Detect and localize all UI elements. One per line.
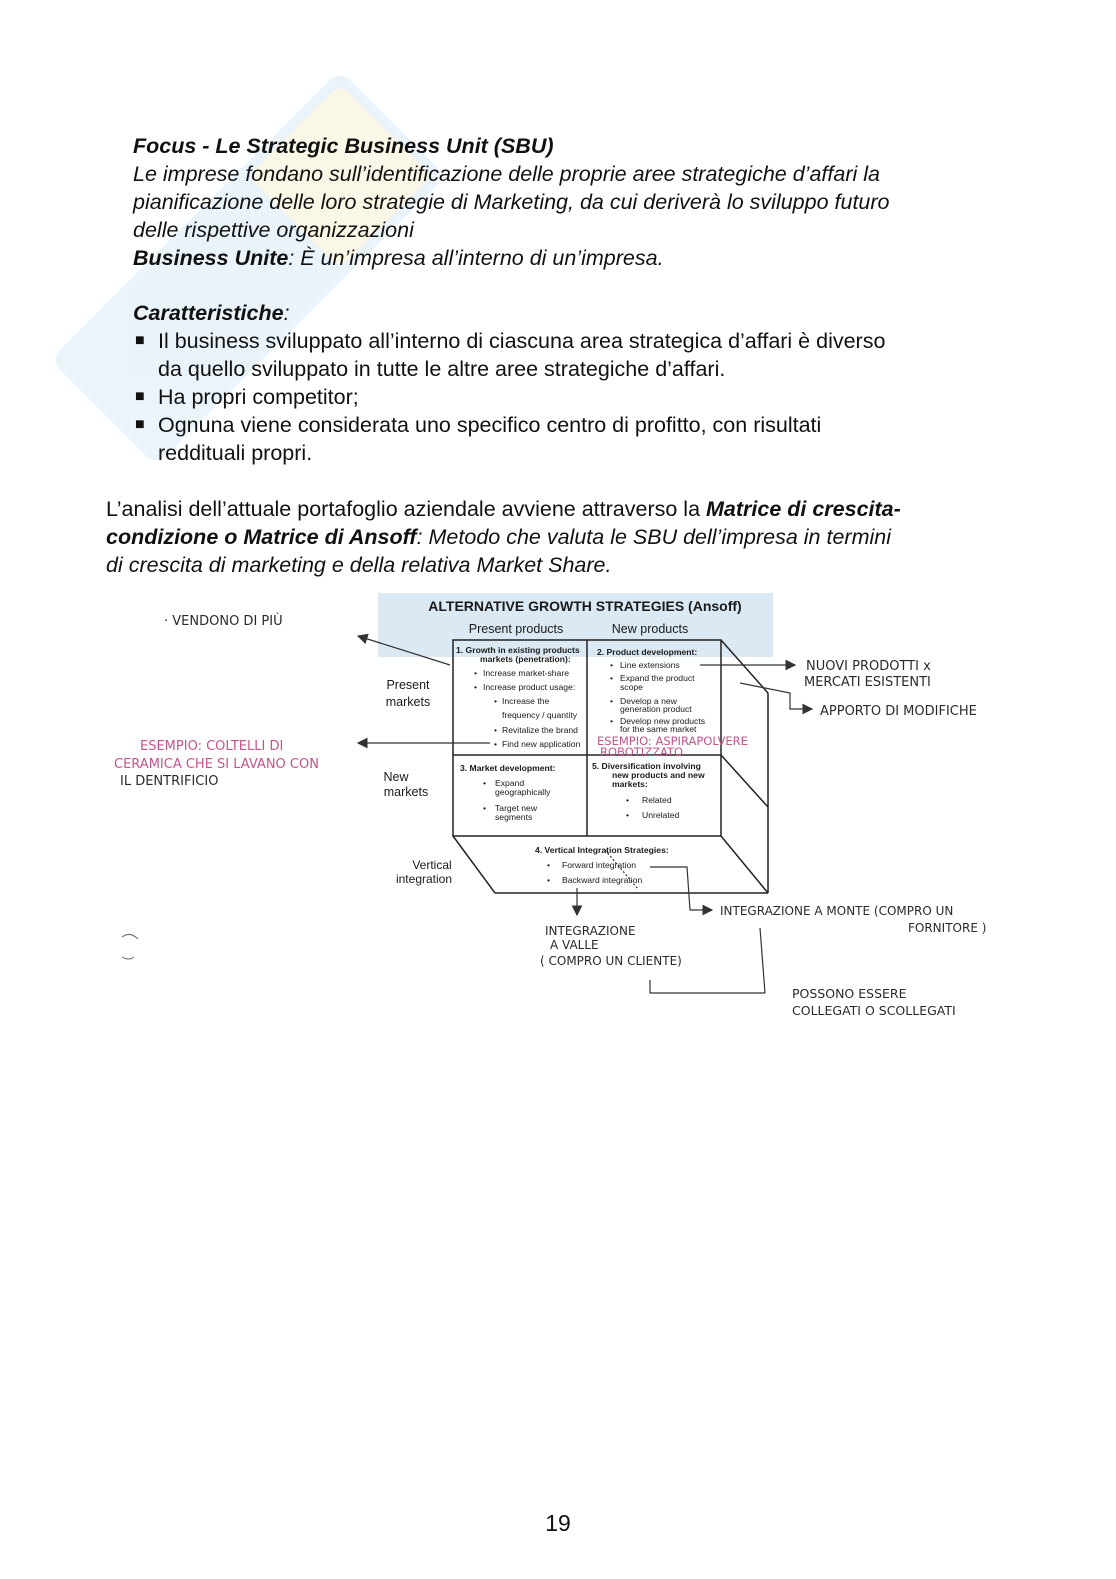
focus-desc-line-2: pianificazione delle loro strategie di Marketing, da cui deriverà lo sviluppo futuro [133,190,890,214]
cell-3-item: • [483,778,487,788]
row-vertical-label: Vertical [412,858,452,872]
note-integrazione-valle: INTEGRAZIONE [545,924,636,938]
caratteristiche-colon: : [283,301,290,325]
analisi-line-1 [106,495,1026,523]
analisi-line-3: di crescita di marketing e della relativa Market Share. [106,553,612,577]
business-unite-text: : È un’impresa all’interno di un’impresa. [288,246,664,270]
cell-1-subitem: Increase the [502,696,550,706]
cell-4-item: Backward integration [562,875,643,885]
caratteristiche-title: Caratteristiche [133,301,284,325]
cell-3-item: • [483,803,487,813]
cell-1-item: • [474,668,478,678]
cell-2-title: 2. Product development: [597,647,698,657]
cell-2-item: Expand the product [620,673,695,683]
row-vertical-label: integration [395,872,453,886]
cell-1-subitem: • [494,696,498,706]
note-nuovi-prodotti: MERCATI ESISTENTI [804,675,931,690]
note-nuovi-prodotti: NUOVI PRODOTTI x [806,659,931,674]
cell-4-item: • [547,875,551,885]
note-esempio-coltelli: CERAMICA CHE SI LAVANO CON [114,757,319,772]
focus-desc-line-3: delle rispettive organizzazioni [133,218,414,242]
note-integrazione-valle: A VALLE [550,938,599,952]
list-item [133,411,1033,467]
focus-desc-line-1: Le imprese fondano sull’identificazione delle proprie aree strategiche d’affari la [133,162,880,186]
cell-2-item: Line extensions [620,660,680,670]
square-bullet-icon: ■ [135,416,145,433]
cell-product-development [597,647,705,734]
note-esempio-coltelli: IL DENTRIFICIO [120,774,219,789]
cell-4-title: 4. Vertical Integration Strategies: [535,845,669,855]
note-possono: COLLEGATI O SCOLLEGATI [792,1003,956,1018]
arrow-monte [650,867,712,910]
bracket-possono-vertical [760,928,765,993]
note-example-robot: ROBOTIZZATO [600,745,684,759]
cell-1-subitem: frequency / quantity [502,710,578,720]
note-integrazione-monte: INTEGRAZIONE A MONTE (COMPRO UN [720,904,954,918]
cell-5-item: Unrelated [642,810,680,820]
ansoff-diagram [100,585,1020,1045]
caratteristiche-heading [133,299,1033,327]
col-present-products: Present products [468,622,564,636]
cell-1-item: Increase product usage: [483,682,576,692]
cell-1-subitem: • [494,725,498,735]
cell-2-item: Develop a new [620,696,677,706]
cell-2-item: • [610,673,614,683]
note-integrazione-monte: FORNITORE ) [908,921,987,935]
note-integrazione-valle: ( COMPRO UN CLIENTE) [540,954,682,968]
bracket-possono [650,980,765,993]
note-vendono: · VENDONO DI PIÙ [164,614,283,629]
note-esempio-coltelli: ESEMPIO: COLTELLI DI [140,739,284,754]
cell-2-item: • [610,716,614,726]
row-new-label: markets [383,785,429,799]
cell-3-title: 3. Market development: [460,763,556,773]
cell-diversification [592,761,705,820]
business-unite-label: Business Unite [133,246,289,270]
analisi-text: : Metodo che valuta le SBU dell’impresa in termini [416,525,891,549]
note-example-robot: ESEMPIO: ASPIRAPOLVERE [597,734,748,748]
analisi-emphasis: condizione o Matrice di Ansoff [106,525,417,549]
cell-4-item: • [547,860,551,870]
business-unite-definition [133,244,1033,272]
square-bullet-icon: ■ [135,332,145,349]
list-item-line: da quello sviluppato in tutte le altre aree strategiche d’affari. [158,357,726,381]
cell-1-subitem: • [494,739,498,749]
cell-3-item: Target new [495,803,538,813]
cell-1-item: • [474,682,478,692]
cell-market-development [460,763,556,822]
cell-1-item: Increase market-share [483,668,569,678]
focus-section [133,132,1033,272]
cell-2-item: • [610,660,614,670]
cell-3-item: Expand [495,778,525,788]
caratteristiche-list [133,327,1033,467]
focus-title: Focus - Le Strategic Business Unit (SBU) [133,134,554,158]
list-item-line: Ognuna viene considerata uno specifico centro di profitto, con risultati [158,413,822,437]
cell-2-item: generation product [620,704,692,714]
list-item [133,327,1033,383]
cell-2-item: scope [620,682,643,692]
cell-1-title: 1. Growth in existing products [456,645,580,655]
analisi-emphasis: Matrice di crescita- [706,497,901,521]
note-apporto: APPORTO DI MODIFICHE [820,704,977,719]
cell-penetration [456,645,581,749]
list-item-line: reddituali propri. [158,441,313,465]
square-bullet-icon: ■ [135,388,145,405]
margin-scribble [122,934,138,959]
row-present-label: Present [386,678,430,692]
row-present-label: markets [385,695,431,709]
page-number: 19 [545,1510,571,1536]
cell-5-item: • [626,795,630,805]
cell-5-item: • [626,810,630,820]
cell-2-item: Develop new products [620,716,706,726]
cell-5-title: markets: [612,779,648,789]
row-new-label: New [383,770,409,784]
cell-3-item: segments [495,812,533,822]
handwritten-example-cell [597,734,748,759]
caratteristiche-section [133,299,1033,467]
cell-5-title: 5. Diversification involving [592,761,701,771]
cell-2-item: • [610,696,614,706]
list-item [133,383,1033,411]
cell-1-subitem: Revitalize the brand [502,725,578,735]
list-item-line: Il business sviluppato all’interno di ciascuna area strategica d’affari è diverso [158,329,886,353]
analisi-text: L’analisi dell’attuale portafoglio aziendale avviene attraverso la [106,497,706,521]
col-new-products: New products [611,622,689,636]
arrow-apporto [740,683,812,709]
handwritten-notes [164,613,986,1018]
cell-2-item: for the same market [620,724,697,734]
list-item-line: Ha propri competitor; [158,385,359,409]
cell-1-title: markets (penetration): [480,654,571,664]
cell-5-title: new products and new [612,770,705,780]
analisi-paragraph [106,495,1026,579]
analisi-line-2 [106,523,1026,551]
note-possono: POSSONO ESSERE [792,986,907,1001]
diagram-title: ALTERNATIVE GROWTH STRATEGIES (Ansoff) [428,598,742,614]
handwritten-example-left [114,739,319,772]
cell-vertical-integration [535,845,669,885]
cell-1-subitem: Find new application [502,739,581,749]
cell-5-item: Related [642,795,672,805]
cell-3-item: geographically [495,787,551,797]
cell-4-item: Forward integration [562,860,637,870]
